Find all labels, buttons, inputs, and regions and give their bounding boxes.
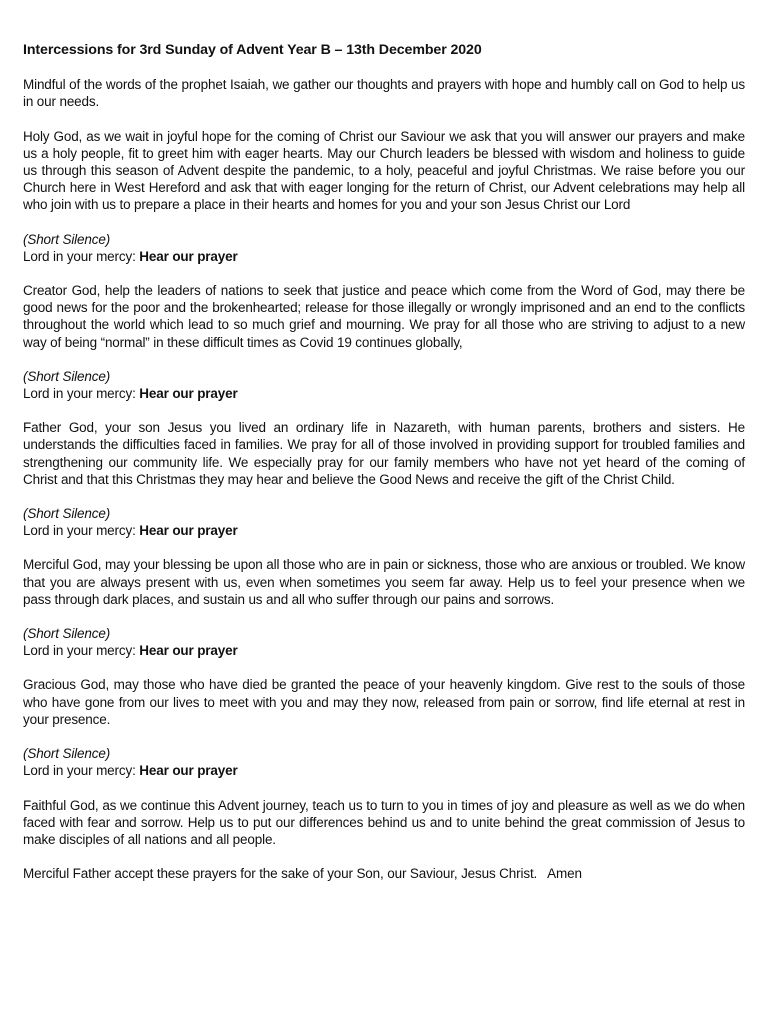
response-block — [23, 231, 745, 265]
response-prefix: Lord in your mercy: — [23, 248, 140, 264]
closing-text: Merciful Father accept these prayers for the sake of your Son, our Saviour, Jesus Christ. — [23, 866, 538, 882]
response-line — [23, 385, 745, 402]
response-prefix: Lord in your mercy: — [23, 386, 140, 402]
response-line — [23, 762, 745, 779]
document-title: Intercessions for 3rd Sunday of Advent Year B – 13th December 2020 — [23, 42, 482, 58]
prayer-paragraph: Creator God, help the leaders of nations to seek that justice and peace which come from the Word of God, may there be good news for the poor and the brokenhearted; release for those illegally or wrongly imprisoned and an end to the conflicts throughout the world which lead to so much grief and mourning. We pray for all those who are striving to adjust to a new way of being “normal” in these difficult times as Covid 19 continues globally, — [23, 283, 745, 350]
response-line — [23, 522, 745, 539]
prayer-paragraph: Father God, your son Jesus you lived an ordinary life in Nazareth, with human parents, brothers and sisters. He understands the difficulties faced in families. We pray for all of those involved in providing support for troubled families and strengthening our community life. We especially pray for our family members who have not yet heard of the coming of Christ and that this Christmas they may hear and believe the Good News and receive the gift of the Christ Child. — [23, 420, 745, 487]
closing-paragraph — [23, 865, 745, 882]
amen-text: Amen — [547, 866, 582, 882]
response-bold: Hear our prayer — [139, 523, 238, 539]
short-silence-label: (Short Silence) — [23, 506, 111, 522]
short-silence-label: (Short Silence) — [23, 746, 111, 762]
document-page — [23, 42, 745, 899]
response-line — [23, 248, 745, 265]
short-silence-label: (Short Silence) — [23, 368, 111, 384]
response-bold: Hear our prayer — [139, 386, 238, 402]
intro-paragraph: Mindful of the words of the prophet Isaiah, we gather our thoughts and prayers with hope and humbly call on God to help us in our needs. — [23, 77, 745, 110]
final-prayer-paragraph: Faithful God, as we continue this Advent journey, teach us to turn to you in times of joy and pleasure as well as we do when faced with fear and sorrow. Help us to put our differences behind us and to unite behind the great commission of Jesus to make disciples of all nations and all people. — [23, 797, 745, 847]
response-bold: Hear our prayer — [139, 643, 238, 659]
response-block — [23, 745, 745, 779]
response-block — [23, 368, 745, 402]
short-silence-label: (Short Silence) — [23, 626, 111, 642]
short-silence-label: (Short Silence) — [23, 231, 111, 247]
response-block — [23, 625, 745, 659]
response-bold: Hear our prayer — [139, 763, 238, 779]
prayer-paragraph: Holy God, as we wait in joyful hope for the coming of Christ our Saviour we ask that you will answer our prayers and make us a holy people, fit to greet him with eager hearts. May our Church leaders be blessed with wisdom and holiness to guide us through this season of Advent despite the pandemic, to a holy, peaceful and joyful Christmas. We raise before you our Church here in West Hereford and ask that with eager longing for the return of Christ, our Advent celebrations may help all who join with us to prepare a place in their hearts and homes for you and your son Jesus Christ our Lord — [23, 128, 745, 213]
response-prefix: Lord in your mercy: — [23, 523, 140, 539]
response-prefix: Lord in your mercy: — [23, 643, 140, 659]
prayer-paragraph: Gracious God, may those who have died be granted the peace of your heavenly kingdom. Give rest to the souls of those who have gone from our lives to meet with you and may they now, released from pain or sorrow, find life eternal at rest in your presence. — [23, 677, 745, 727]
response-block — [23, 505, 745, 539]
response-bold: Hear our prayer — [139, 248, 238, 264]
prayer-paragraph: Merciful God, may your blessing be upon all those who are in pain or sickness, those who are anxious or troubled. We know that you are always present with us, even when sometimes you seem far away. Help us to feel your presence when we pass through dark places, and sustain us and all who suffer through our pains and sorrows. — [23, 557, 745, 607]
response-prefix: Lord in your mercy: — [23, 763, 140, 779]
response-line — [23, 642, 745, 659]
